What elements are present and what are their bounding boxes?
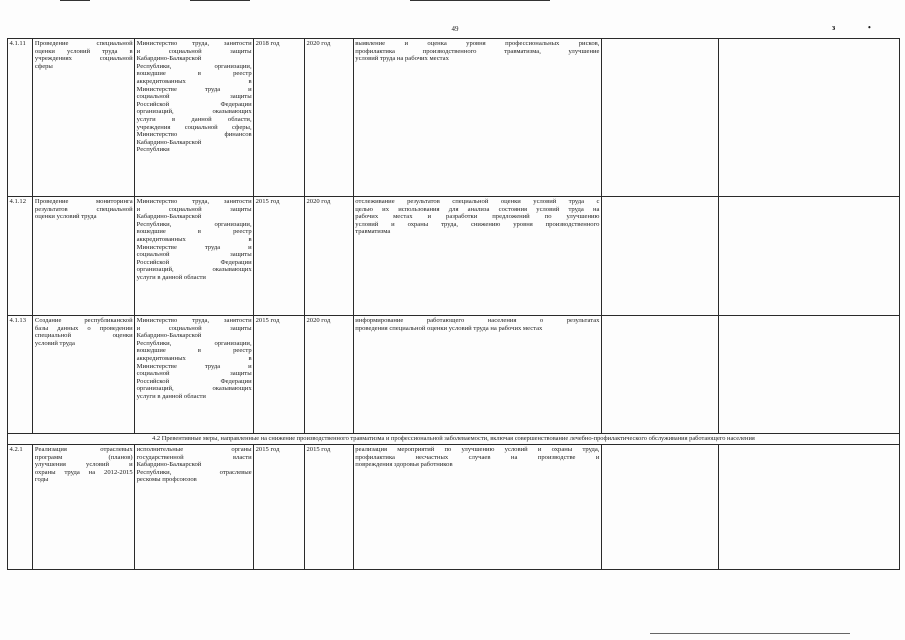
cell-number: 4.2.1 bbox=[8, 445, 33, 570]
cell-line: повреждения здоровья работников bbox=[355, 461, 453, 469]
cell-line: Министерство финансов bbox=[136, 131, 252, 139]
scan-artifact bbox=[410, 0, 550, 1]
cell-measure-name bbox=[33, 39, 135, 197]
corner-mark: • bbox=[868, 23, 871, 32]
cell-expected-result bbox=[353, 316, 601, 434]
cell-line: охраны труда на 2012-2015 bbox=[34, 468, 133, 476]
cell-end-year: 2020 год bbox=[304, 316, 353, 434]
cell-line: государственной власти bbox=[136, 453, 252, 461]
cell-line: вошедшие в реестр bbox=[136, 70, 252, 78]
table-row bbox=[8, 445, 900, 570]
cell-line: базы данных о проведении bbox=[34, 324, 133, 332]
cell-line: Проведение мониторинга bbox=[34, 198, 133, 205]
cell-line: и социальной защиты bbox=[136, 47, 252, 55]
cell-line: Кабардино-Балкарской bbox=[136, 461, 202, 469]
cell-line: Министерство труда, занятости bbox=[136, 317, 252, 324]
cell-line: социальной защиты bbox=[136, 251, 252, 259]
scan-artifact bbox=[650, 633, 850, 634]
scan-artifact bbox=[60, 0, 90, 1]
table-row bbox=[8, 39, 900, 197]
plan-table bbox=[7, 38, 900, 570]
cell-line: условий и охраны труда, снижению уровня производственного bbox=[355, 220, 600, 228]
cell-line: Российской Федерации bbox=[136, 377, 252, 385]
cell-line: выявление и оценка уровня профессиональных рисков, bbox=[355, 40, 600, 47]
cell-measure-name bbox=[33, 197, 135, 316]
cell-empty bbox=[718, 39, 899, 197]
cell-executors bbox=[135, 197, 254, 316]
cell-line: учреждения социальной сферы, bbox=[136, 123, 252, 131]
cell-empty bbox=[601, 197, 718, 316]
page-number: 49 bbox=[451, 25, 459, 33]
cell-line: Министерство труда, занятости bbox=[136, 198, 252, 205]
cell-empty bbox=[601, 316, 718, 434]
cell-line: результатов специальной bbox=[34, 205, 133, 213]
cell-line: услуги в данной области bbox=[136, 392, 206, 400]
cell-line: вошедшие в реестр bbox=[136, 347, 252, 355]
cell-line: условий труда на рабочих местах bbox=[355, 55, 449, 63]
cell-line: организаций, оказывающих bbox=[136, 385, 252, 393]
cell-empty bbox=[601, 445, 718, 570]
cell-line: рабочих местах и разработки предложений по улучшению bbox=[355, 213, 600, 221]
cell-line: услуги в данной области, bbox=[136, 115, 252, 123]
cell-expected-result bbox=[353, 197, 601, 316]
table-row bbox=[8, 197, 900, 316]
cell-end-year: 2020 год bbox=[304, 197, 353, 316]
cell-line: информирование работающего населения о результатах bbox=[355, 317, 600, 324]
cell-measure-name bbox=[33, 316, 135, 434]
cell-executors bbox=[135, 316, 254, 434]
cell-line: исполнительные органы bbox=[136, 446, 252, 453]
cell-line: специальной оценки bbox=[34, 332, 133, 340]
cell-line: Реализация отраслевых bbox=[34, 446, 133, 453]
cell-number: 4.1.11 bbox=[8, 39, 33, 197]
section-heading-row bbox=[8, 434, 900, 445]
cell-line: услуги в данной области bbox=[136, 273, 206, 281]
cell-line: Проведение специальной bbox=[34, 40, 133, 47]
cell-start-year: 2015 год bbox=[254, 316, 305, 434]
cell-line: и социальной защиты bbox=[136, 324, 252, 332]
cell-line: Создание республиканской bbox=[34, 317, 133, 324]
cell-line: проведения специальной оценки условий труда на рабочих местах bbox=[355, 324, 543, 332]
cell-line: улучшения условий и bbox=[34, 461, 133, 469]
cell-line: социальной защиты bbox=[136, 370, 252, 378]
cell-line: Министерстве труда и bbox=[136, 243, 252, 251]
cell-line: Министерство труда, занятости bbox=[136, 40, 252, 47]
cell-line: Министерстве труда и bbox=[136, 85, 252, 93]
cell-line: и социальной защиты bbox=[136, 205, 252, 213]
cell-line: травматизма bbox=[355, 228, 391, 236]
cell-expected-result bbox=[353, 445, 601, 570]
cell-empty bbox=[718, 445, 899, 570]
cell-number: 4.1.13 bbox=[8, 316, 33, 434]
cell-line: Республики, организации, bbox=[136, 220, 252, 228]
cell-line: отслеживание результатов специальной оценки условий труда с bbox=[355, 198, 600, 205]
cell-line: профилактика производственного травматизма, улучшение bbox=[355, 47, 600, 55]
cell-line: условий труда bbox=[34, 339, 75, 347]
cell-measure-name bbox=[33, 445, 135, 570]
cell-line: Кабардино-Балкарской bbox=[136, 55, 202, 63]
section-heading: 4.2 Превентивные меры, направленные на снижение производственного травматизма и профессиональной заболеваемости, включая совершенствование лечебно-профилактического обслуживания работающего населения bbox=[8, 434, 900, 445]
cell-line: Республики, организации, bbox=[136, 339, 252, 347]
cell-line: Министерстве труда и bbox=[136, 362, 252, 370]
cell-empty bbox=[718, 197, 899, 316]
cell-line: целью их использования для анализа состояния условий труда на bbox=[355, 205, 600, 213]
cell-line: учреждениях социальной bbox=[34, 55, 133, 63]
cell-expected-result bbox=[353, 39, 601, 197]
corner-mark: з bbox=[832, 23, 836, 32]
cell-number: 4.1.12 bbox=[8, 197, 33, 316]
cell-line: Российской Федерации bbox=[136, 258, 252, 266]
cell-end-year: 2015 год bbox=[304, 445, 353, 570]
cell-line: аккредитованных в bbox=[136, 354, 252, 362]
cell-line: социальной защиты bbox=[136, 93, 252, 101]
scan-artifact bbox=[190, 0, 250, 1]
cell-line: Республики, организации, bbox=[136, 62, 252, 70]
cell-executors bbox=[135, 39, 254, 197]
cell-start-year: 2018 год bbox=[254, 39, 305, 197]
cell-line: оценки условий труда bbox=[34, 213, 97, 221]
cell-start-year: 2015 год bbox=[254, 445, 305, 570]
cell-line: реализация мероприятий по улучшению условий и охраны труда, bbox=[355, 446, 600, 453]
cell-line: Республики, отраслевые bbox=[136, 468, 252, 476]
cell-start-year: 2015 год bbox=[254, 197, 305, 316]
cell-line: оценки условий труда в bbox=[34, 47, 133, 55]
cell-line: Российской Федерации bbox=[136, 100, 252, 108]
cell-line: организаций, оказывающих bbox=[136, 266, 252, 274]
cell-end-year: 2020 год bbox=[304, 39, 353, 197]
cell-line: Кабардино-Балкарской bbox=[136, 213, 202, 221]
cell-executors bbox=[135, 445, 254, 570]
cell-line: профилактика несчастных случаев на производстве и bbox=[355, 453, 600, 461]
cell-line: аккредитованных в bbox=[136, 77, 252, 85]
cell-empty bbox=[601, 39, 718, 197]
cell-line: сферы bbox=[34, 62, 53, 70]
cell-empty bbox=[718, 316, 899, 434]
cell-line: вошедшие в реестр bbox=[136, 228, 252, 236]
cell-line: программ (планов) bbox=[34, 453, 133, 461]
cell-line: рескомы профсоюзов bbox=[136, 476, 197, 484]
cell-line: Кабардино-Балкарской bbox=[136, 138, 202, 146]
cell-line: аккредитованных в bbox=[136, 235, 252, 243]
cell-line: организаций, оказывающих bbox=[136, 108, 252, 116]
cell-line: годы bbox=[34, 476, 49, 484]
table-row bbox=[8, 316, 900, 434]
cell-line: Республики bbox=[136, 146, 170, 154]
cell-line: Кабардино-Балкарской bbox=[136, 332, 202, 340]
